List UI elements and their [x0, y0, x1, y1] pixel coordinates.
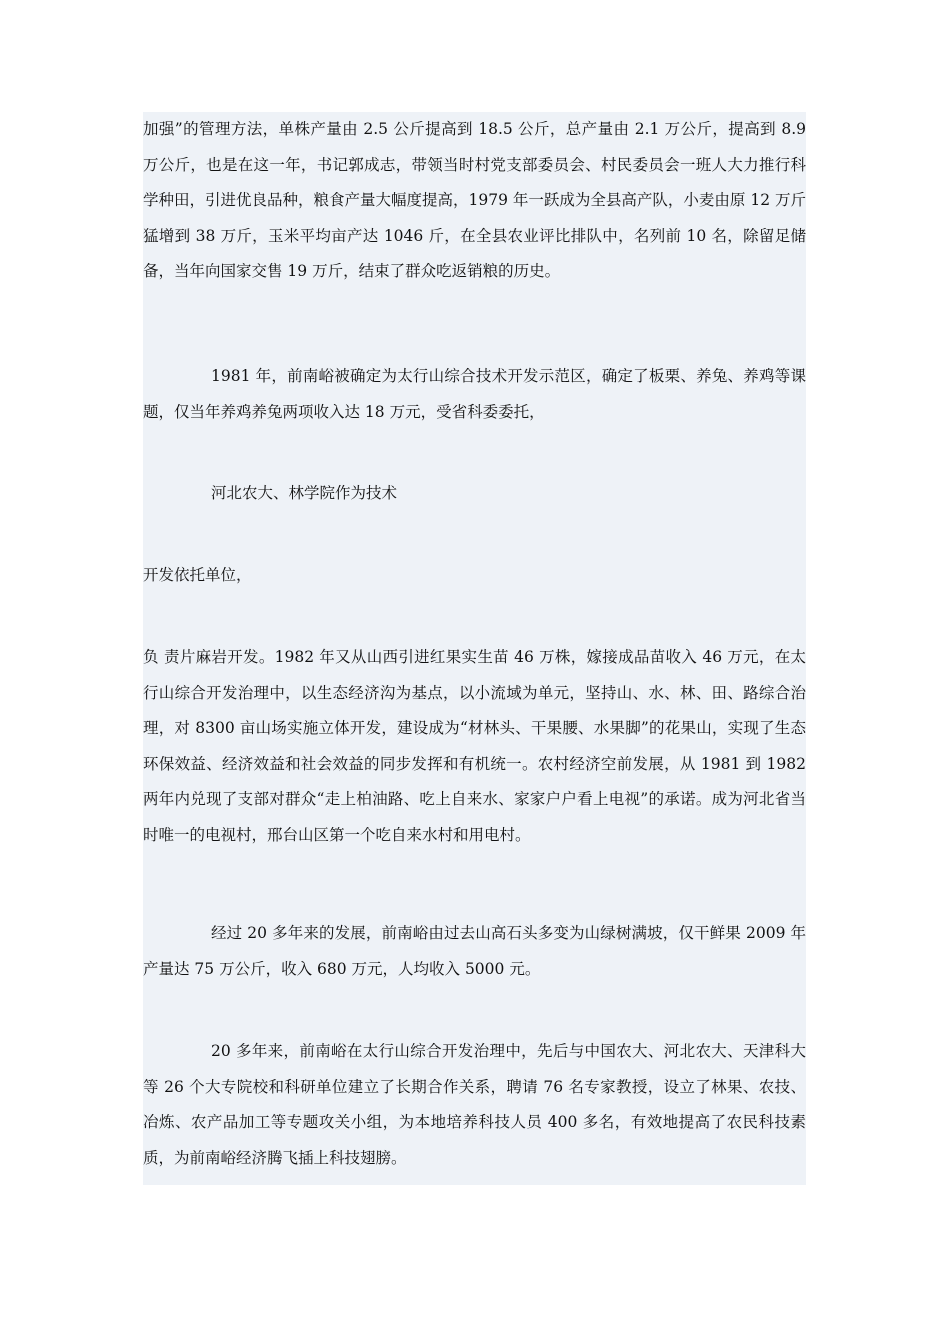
paragraph-5: 负 责片麻岩开发。1982 年又从山西引进红果实生苗 46 万株，嫁接成品苗收入 46 万元，在太行山综合开发治理中，以生态经济沟为基点，以小流域为单元，坚持山、水、林、田、路综合治理，对 8300 亩山场实施立体开发，建设成为“材林头、干果腰、水果脚”的花果山，实现了生态环保效益、经济效益和社会效益的同步发挥和有机统一。农村经济空前发展，从 1981 到 1982 两年内兑现了支部对群众“走上柏油路、吃上自来水、家家户户看上电视”的承诺。成为河北省当时唯一的电视村，邢台山区第一个吃自来水村和用电村。 — [143, 648, 806, 844]
paragraph-7: 20 多年来，前南峪在太行山综合开发治理中，先后与中国农大、河北农大、天津科大等 26 个大专院校和科研单位建立了长期合作关系，聘请 76 名专家教授，设立了林果、农技、冶炼、农产品加工等专题攻关小组，为本地培养科技人员 400 多名，有效地提高了农民科技素质，为前南峪经济腾飞插上科技翅膀。 — [143, 1042, 806, 1167]
text-block — [143, 112, 806, 1185]
paragraph-2: 1981 年，前南峪被确定为太行山综合技术开发示范区，确定了板栗、养兔、养鸡等课题，仅当年养鸡养兔两项收入达 18 万元，受省科委委托， — [143, 367, 806, 421]
paragraph-4: 开发依托单位， — [143, 566, 252, 584]
paragraph-3: 河北农大、林学院作为技术 — [211, 484, 398, 502]
paragraph-1: 加强”的管理方法，单株产量由 2.5 公斤提高到 18.5 公斤，总产量由 2.1 万公斤，提高到 8.9 万公斤，也是在这一年，书记郭成志，带领当时村党支部委员会、村民委员会一班人大力推行科学种田，引进优良品种，粮食产量大幅度提高，1979 年一跃成为全县高产队，小麦由原 12 万斤猛增到 38 万斤，玉米平均亩产达 1046 斤，在全县农业评比排队中，名列前 10 名，除留足储备，当年向国家交售 19 万斤，结束了群众吃返销粮的历史。 — [143, 120, 806, 281]
paragraph-6: 经过 20 多年来的发展，前南峪由过去山高石头多变为山绿树满坡，仅干鲜果 2009 年产量达 75 万公斤，收入 680 万元，人均收入 5000 元。 — [143, 924, 806, 978]
